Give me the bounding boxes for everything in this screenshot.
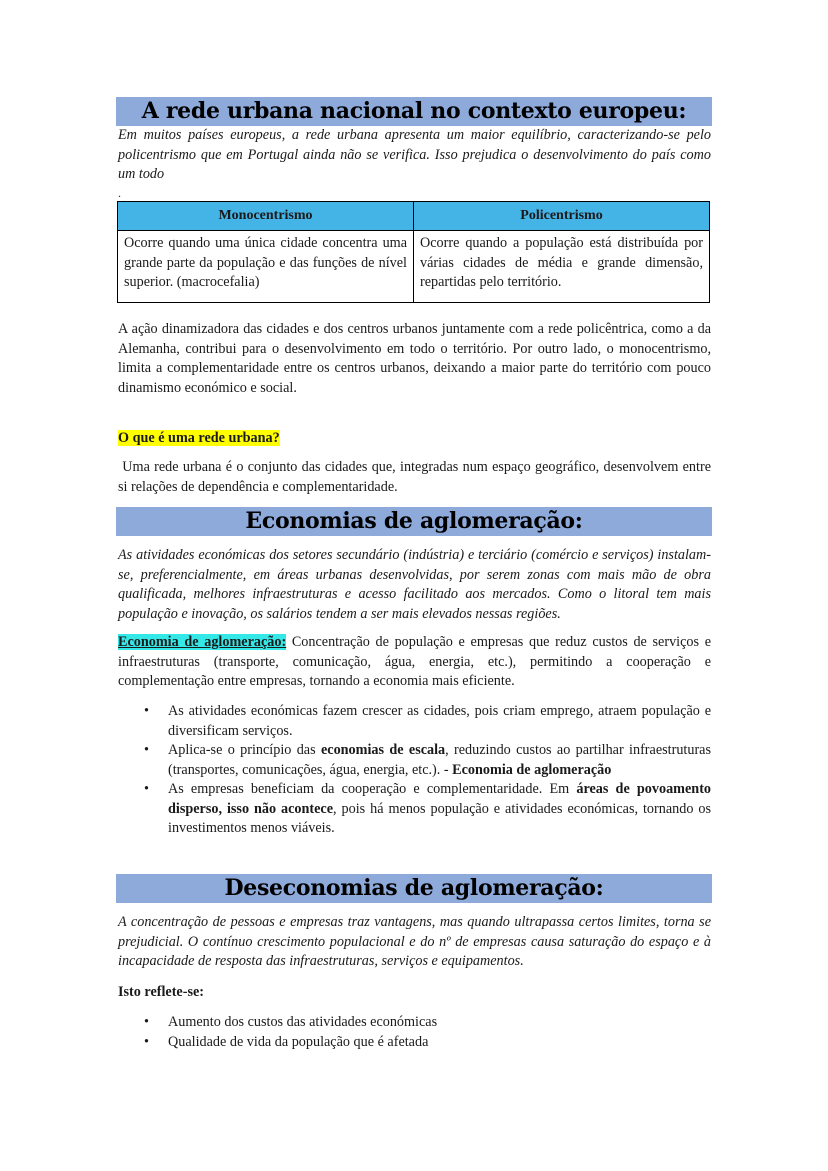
definition-term: Economia de aglomeração:	[118, 634, 287, 650]
section-title-economias: Economias de aglomeração:	[116, 507, 712, 536]
table-cell-policentrismo: Ocorre quando a população está distribuída por várias cidades de média e grande dimensão, repartidas pelo território.	[414, 231, 710, 303]
comparison-table	[117, 201, 710, 303]
bullet-bold: áreas de povoamento disperso, isso não acontece	[168, 781, 712, 817]
table-row	[118, 231, 710, 303]
bullet-text: Aplica-se o princípio das	[168, 742, 321, 758]
answer-paragraph: Uma rede urbana é o conjunto das cidades que, integradas num espaço geográfico, desenvolvem entre si relações de dependência e complementaridade.	[118, 459, 715, 495]
list-item: • Qualidade de vida da população que é afetada	[118, 1033, 711, 1053]
bullet-text: As empresas beneficiam da cooperação e complementaridade. Em	[168, 781, 577, 797]
table-header-monocentrismo: Monocentrismo	[118, 202, 414, 231]
definition-paragraph	[118, 633, 711, 692]
bullet-bold: Economia de aglomeração	[452, 761, 612, 778]
bullet-bold: economias de escala	[320, 742, 446, 758]
bullet-text: , pois há menos população e atividades económicas, tornando os investimentos menos viáveis.	[168, 800, 711, 836]
stray-dot: .	[118, 186, 121, 200]
section-title-deseconomias: Deseconomias de aglomeração:	[116, 874, 712, 903]
deseconomias-intro: A concentração de pessoas e empresas traz vantagens, mas quando ultrapassa certos limites, torna se prejudicial. O contínuo crescimento populacional e do nº de empresas causa saturação do espaço e à incapacidade de resposta das infraestruturas, serviços e equipamentos.	[118, 914, 711, 969]
table-cell-monocentrismo: Ocorre quando uma única cidade concentra uma grande parte da população e das funções de nível superior. (macrocefalia)	[118, 231, 414, 303]
list-item: • Aumento dos custos das atividades económicas	[118, 1013, 711, 1033]
table-header-policentrismo: Policentrismo	[414, 202, 710, 231]
subheading: Isto reflete-se:	[118, 984, 204, 1000]
deseconomias-bullet-list	[118, 1013, 711, 1052]
question-line	[118, 429, 711, 449]
bullet-text: , reduzindo custos ao partilhar infraestruturas (transportes, comunicações, água, energia, etc.). -	[168, 742, 711, 778]
economias-bullet-list	[118, 702, 711, 839]
section-title-rede-urbana: A rede urbana nacional no contexto europeu:	[116, 97, 712, 126]
bullet-text: As atividades económicas fazem crescer as cidades, pois criam emprego, atraem população e diversificam serviços.	[168, 703, 711, 739]
economias-intro: As atividades económicas dos setores secundário (indústria) e terciário (comércio e serviços) instalam-se, preferencialmente, em áreas urbanas desenvolvidas, por serem zonas com mais mão de obra qualificada, melhores infraestruturas e acesso facilitado aos mercados. Como o litoral tem mais população e inovação, os salários tendem a ser mais elevados nessas regiões.	[118, 547, 711, 622]
definition-text: Concentração de população e empresas que reduz custos de serviços e infraestruturas (transporte, comunicação, água, energia, etc.), permitindo a cooperação e complementação entre empresas, tornando a economia mais eficiente.	[118, 634, 711, 689]
network-paragraph: A ação dinamizadora das cidades e dos centros urbanos juntamente com a rede policêntrica, como a da Alemanha, contribui para o desenvolvimento em todo o território. Por outro lado, o monocentrismo, limita a complementaridade entre os centros urbanos, deixando a maior parte do território com pouco dinamismo económico e social.	[118, 321, 711, 396]
table-header-row	[118, 202, 710, 231]
question-highlight: O que é uma rede urbana?	[118, 430, 280, 446]
list-item	[118, 741, 711, 780]
intro-paragraph: Em muitos países europeus, a rede urbana apresenta um maior equilíbrio, caracterizando-se pelo policentrismo que em Portugal ainda não se verifica. Isso prejudica o desenvolvimento do país como um todo	[118, 127, 711, 182]
list-item	[118, 702, 711, 741]
list-item	[118, 780, 711, 839]
